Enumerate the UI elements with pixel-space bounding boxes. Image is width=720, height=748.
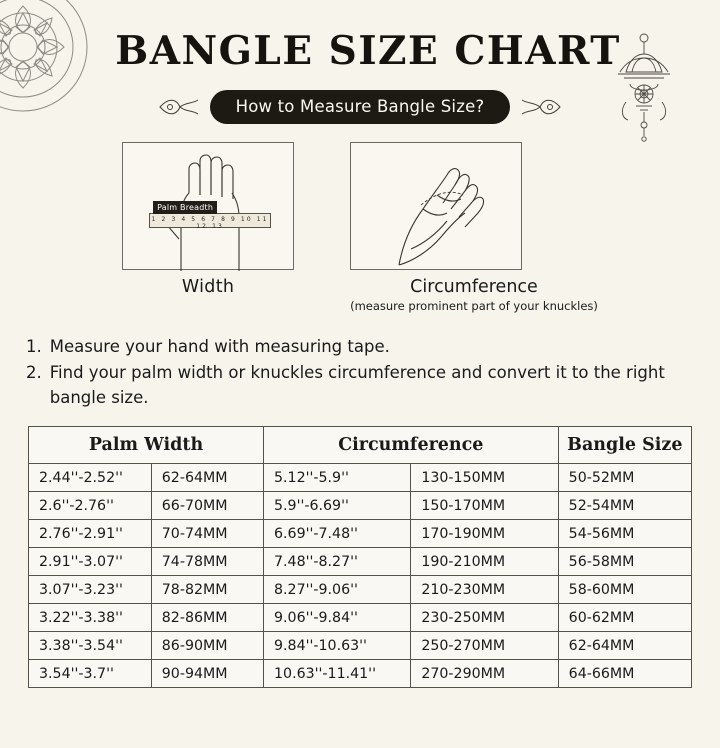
table-row [29,660,692,688]
cell-palm-width-mm: 62-64MM [151,464,263,492]
instruction-step-text: Measure your hand with measuring tape. [49,337,390,356]
cell-palm-width-mm: 70-74MM [151,520,263,548]
cell-circumference-mm: 210-230MM [411,576,558,604]
cell-bangle-size: 50-52MM [558,464,691,492]
figure-width-caption: Width [181,277,235,297]
cell-palm-width-inch: 3.07''-3.23'' [29,576,152,604]
cell-palm-width-inch: 2.76''-2.91'' [29,520,152,548]
cell-bangle-size: 56-58MM [558,548,691,576]
instruction-step-number: 1. [26,337,42,356]
cell-circumference-mm: 270-290MM [411,660,558,688]
instructions-list [0,335,720,410]
table-row [29,604,692,632]
cell-bangle-size: 60-62MM [558,604,691,632]
cell-circumference-mm: 130-150MM [411,464,558,492]
table-row [29,632,692,660]
measuring-tape-numbers: 1 2 3 4 5 6 7 8 9 10 11 12 13 [151,216,269,230]
cell-circumference-mm: 150-170MM [411,492,558,520]
cell-palm-width-inch: 2.6''-2.76'' [29,492,152,520]
cell-palm-width-mm: 90-94MM [151,660,263,688]
cell-palm-width-mm: 74-78MM [151,548,263,576]
cell-circumference-mm: 250-270MM [411,632,558,660]
cell-circumference-inch: 5.9''-6.69'' [264,492,411,520]
cell-circumference-mm: 190-210MM [411,548,558,576]
cell-palm-width-inch: 2.44''-2.52'' [29,464,152,492]
table-header-bangle-size: Bangle Size [558,427,691,464]
size-table-head [29,427,692,464]
instruction-step [26,361,696,410]
instruction-step-number: 2. [26,363,42,383]
size-table-body [29,464,692,688]
cell-bangle-size: 62-64MM [558,632,691,660]
table-header-row [29,427,692,464]
cell-circumference-inch: 9.84''-10.63'' [264,632,411,660]
cell-palm-width-inch: 3.38''-3.54'' [29,632,152,660]
cell-palm-width-inch: 3.54''-3.7'' [29,660,152,688]
page-title: BANGLE SIZE CHART [115,28,621,74]
cell-palm-width-mm: 82-86MM [151,604,263,632]
table-header-circumference: Circumference [264,427,559,464]
flourish-left-icon [158,94,200,120]
figure-circumference-frame [350,142,522,270]
instruction-step [26,335,696,359]
cell-bangle-size: 64-66MM [558,660,691,688]
cell-circumference-inch: 8.27''-9.06'' [264,576,411,604]
size-table-wrapper [28,426,692,688]
table-row [29,520,692,548]
table-row [29,576,692,604]
cell-palm-width-mm: 78-82MM [151,576,263,604]
cell-palm-width-inch: 3.22''-3.38'' [29,604,152,632]
figure-circumference [350,142,598,313]
cell-palm-width-inch: 2.91''-3.07'' [29,548,152,576]
cell-palm-width-mm: 66-70MM [151,492,263,520]
figure-width-frame [122,142,294,270]
how-to-measure-banner: How to Measure Bangle Size? [210,90,511,124]
cell-palm-width-mm: 86-90MM [151,632,263,660]
hand-knuckles-circumference-illustration [351,143,523,271]
cell-circumference-mm: 230-250MM [411,604,558,632]
bangle-size-table [28,426,692,688]
cell-circumference-inch: 5.12''-5.9'' [264,464,411,492]
table-row [29,464,692,492]
flourish-right-icon [520,94,562,120]
cell-bangle-size: 58-60MM [558,576,691,604]
cell-circumference-inch: 10.63''-11.41'' [264,660,411,688]
figure-width [122,142,294,313]
table-header-palm-width: Palm Width [29,427,264,464]
palm-breadth-label: Palm Breadth [153,201,217,214]
cell-bangle-size: 54-56MM [558,520,691,548]
figure-circumference-caption: Circumference [410,277,538,297]
cell-circumference-inch: 7.48''-8.27'' [264,548,411,576]
cell-circumference-mm: 170-190MM [411,520,558,548]
instruction-step-text: Find your palm width or knuckles circumference and convert it to the right bangle size. [49,363,665,407]
cell-circumference-inch: 9.06''-9.84'' [264,604,411,632]
figure-circumference-subcaption: (measure prominent part of your knuckles) [350,299,598,313]
table-row [29,548,692,576]
cell-circumference-inch: 6.69''-7.48'' [264,520,411,548]
cell-bangle-size: 52-54MM [558,492,691,520]
table-row [29,492,692,520]
banner-row [0,90,720,124]
figures-row [0,142,720,313]
